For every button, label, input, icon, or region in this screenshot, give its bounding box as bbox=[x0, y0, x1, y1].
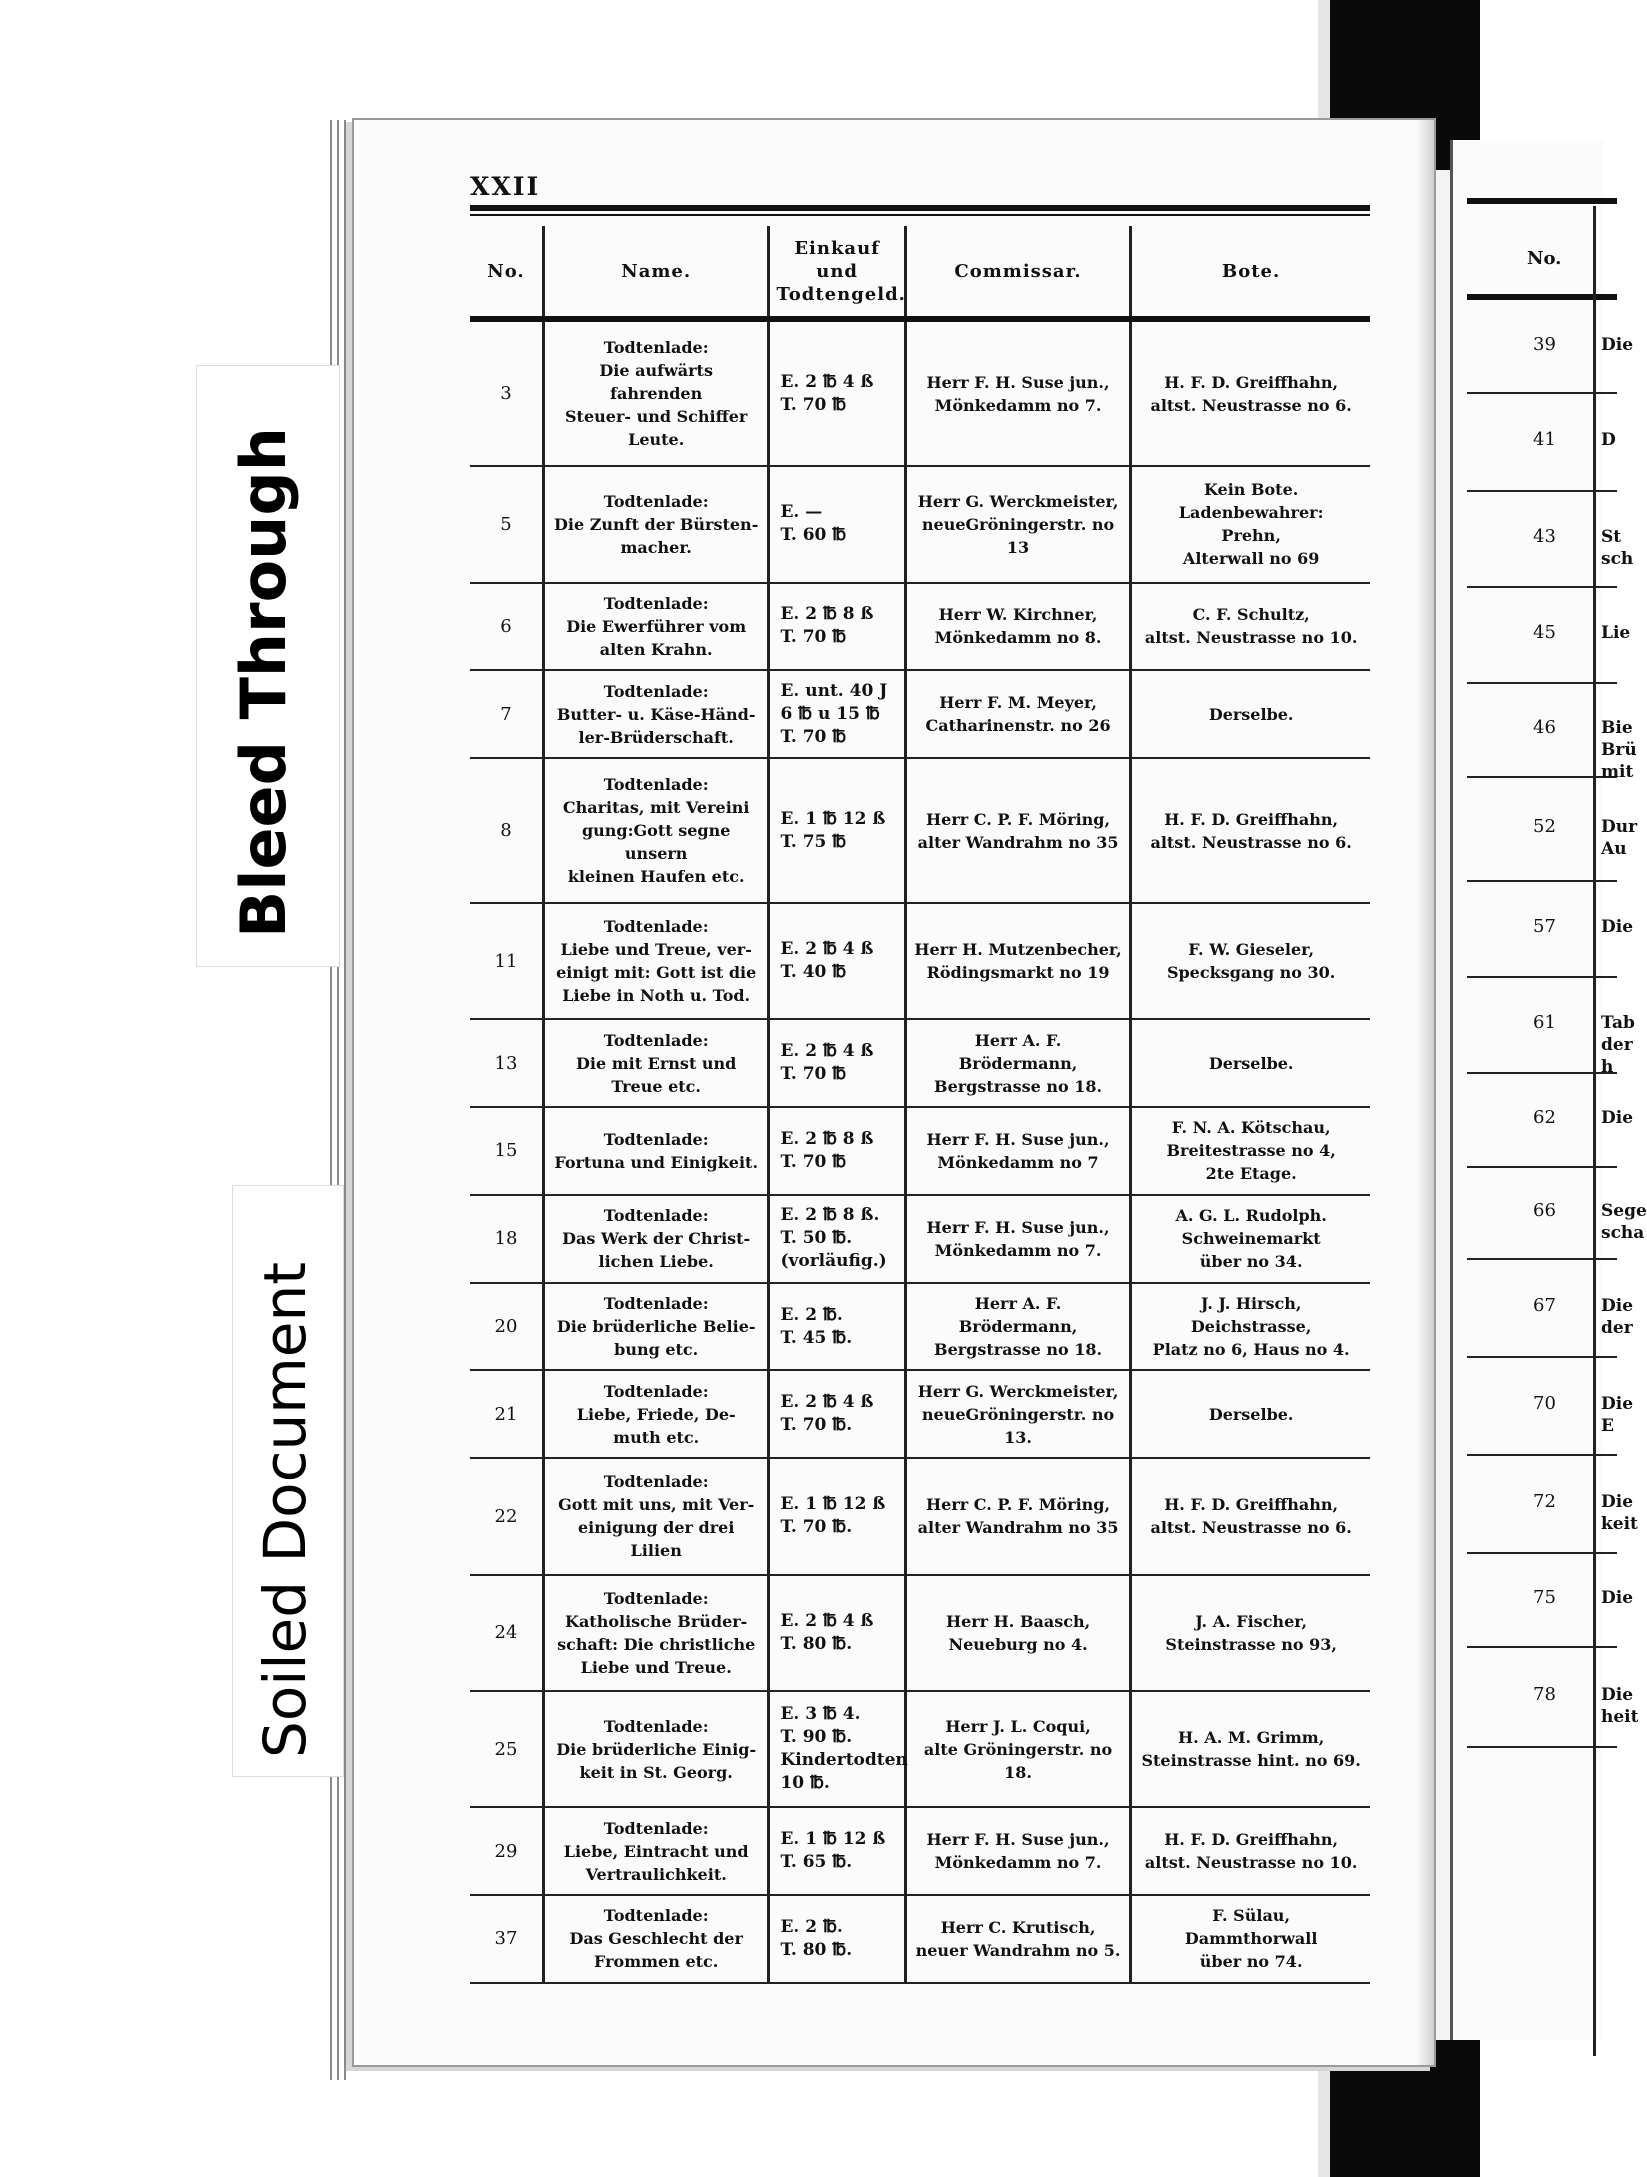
row-number: 29 bbox=[470, 1807, 543, 1895]
row-commissar: Herr G. Werckmeister, neueGröningerstr. no 13 bbox=[905, 466, 1131, 582]
table-row bbox=[470, 1458, 1370, 1574]
row-bote: C. F. Schultz, altst. Neustrasse no 10. bbox=[1131, 583, 1370, 671]
row-bote: H. A. M. Grimm, Steinstrasse hint. no 69. bbox=[1131, 1691, 1370, 1807]
row-number: 22 bbox=[470, 1458, 543, 1574]
table-row bbox=[470, 903, 1370, 1019]
header-bote: Bote. bbox=[1131, 226, 1370, 319]
next-row-number: 66 bbox=[1533, 1200, 1556, 1221]
table-row bbox=[470, 466, 1370, 582]
next-row-name-fragment: Die bbox=[1601, 1108, 1634, 1128]
row-fee: E. 2 ℔ 4 ß T. 40 ℔ bbox=[769, 903, 905, 1019]
row-fee: E. 2 ℔. T. 45 ℔. bbox=[769, 1283, 905, 1371]
row-commissar: Herr F. H. Suse jun., Mönkedamm no 7. bbox=[905, 1195, 1131, 1283]
table-row bbox=[470, 758, 1370, 903]
row-bote: H. F. D. Greiffhahn, altst. Neustrasse no 6. bbox=[1131, 1458, 1370, 1574]
row-commissar: Herr F. H. Suse jun., Mönkedamm no 7 bbox=[905, 1107, 1131, 1195]
row-number: 18 bbox=[470, 1195, 543, 1283]
soiled-document-label-card bbox=[232, 1185, 344, 1777]
row-fee: E. 1 ℔ 12 ß T. 65 ℔. bbox=[769, 1807, 905, 1895]
row-commissar: Herr J. L. Coqui, alte Gröningerstr. no 18. bbox=[905, 1691, 1131, 1807]
ledger-header bbox=[470, 226, 1370, 319]
row-number: 13 bbox=[470, 1019, 543, 1107]
row-fee: E. 2 ℔ 4 ß T. 70 ℔ bbox=[769, 319, 905, 466]
next-row-number: 61 bbox=[1533, 1012, 1556, 1033]
next-row-number: 62 bbox=[1533, 1107, 1556, 1128]
soiled-document-label: Soiled Document bbox=[251, 1262, 319, 1758]
next-page-row bbox=[1467, 1356, 1634, 1456]
next-page-row bbox=[1467, 490, 1634, 588]
next-row-number: 70 bbox=[1533, 1393, 1556, 1414]
row-name: Todtenlade: Katholische Brüder- schaft: Die christliche Liebe und Treue. bbox=[543, 1575, 769, 1691]
table-row bbox=[470, 583, 1370, 671]
table-row bbox=[470, 1691, 1370, 1807]
next-row-name-fragment: Bie Brü mit bbox=[1601, 718, 1637, 782]
row-commissar: Herr A. F. Brödermann, Bergstrasse no 18. bbox=[905, 1019, 1131, 1107]
row-bote: Kein Bote. Ladenbewahrer: Prehn, Alterwall no 69 bbox=[1131, 466, 1370, 582]
next-page-row bbox=[1467, 976, 1635, 1077]
row-bote: F. W. Gieseler, Specksgang no 30. bbox=[1131, 903, 1370, 1019]
table-row bbox=[470, 1370, 1370, 1458]
row-number: 25 bbox=[470, 1691, 543, 1807]
row-number: 8 bbox=[470, 758, 543, 903]
next-row-name-fragment: Die bbox=[1601, 335, 1634, 355]
right-page-fragment bbox=[1450, 140, 1647, 2040]
table-row bbox=[470, 1575, 1370, 1691]
row-bote: H. F. D. Greiffhahn, altst. Neustrasse no 6. bbox=[1131, 758, 1370, 903]
next-page-row bbox=[1467, 776, 1638, 882]
row-name: Todtenlade: Das Geschlecht der Frommen etc. bbox=[543, 1895, 769, 1983]
row-bote: Derselbe. bbox=[1131, 1370, 1370, 1458]
row-number: 11 bbox=[470, 903, 543, 1019]
row-fee: E. 3 ℔ 4. T. 90 ℔. Kindertodten 10 ℔. bbox=[769, 1691, 905, 1807]
row-name: Todtenlade: Die Zunft der Bürsten- macher. bbox=[543, 466, 769, 582]
next-page-row bbox=[1467, 1258, 1634, 1358]
ledger-table bbox=[470, 226, 1370, 1984]
next-row-name-fragment: Die bbox=[1601, 1588, 1634, 1608]
table-row bbox=[470, 670, 1370, 758]
next-row-name-fragment: Die keit bbox=[1601, 1492, 1638, 1534]
bleed-through-label: Bleed Through bbox=[227, 427, 300, 938]
next-row-number: 45 bbox=[1533, 622, 1556, 643]
row-number: 37 bbox=[470, 1895, 543, 1983]
next-row-number: 75 bbox=[1533, 1587, 1556, 1608]
bleed-through-label-card bbox=[196, 365, 340, 967]
row-number: 24 bbox=[470, 1575, 543, 1691]
next-row-name-fragment: St sch bbox=[1601, 527, 1634, 569]
next-row-name-fragment: Die heit bbox=[1601, 1685, 1639, 1727]
row-fee: E. 2 ℔ 8 ß T. 70 ℔ bbox=[769, 583, 905, 671]
ledger-body bbox=[470, 319, 1370, 1983]
next-page-row bbox=[1467, 682, 1637, 782]
row-bote: A. G. L. Rudolph. Schweinemarkt über no 34. bbox=[1131, 1195, 1370, 1283]
row-bote: F. N. A. Kötschau, Breitestrasse no 4, 2te Etage. bbox=[1131, 1107, 1370, 1195]
row-fee: E. 2 ℔ 8 ß T. 70 ℔ bbox=[769, 1107, 905, 1195]
next-page-row bbox=[1467, 1072, 1634, 1168]
row-commissar: Herr A. F. Brödermann, Bergstrasse no 18. bbox=[905, 1283, 1131, 1371]
row-name: Todtenlade: Die mit Ernst und Treue etc. bbox=[543, 1019, 769, 1107]
row-bote: J. J. Hirsch, Deichstrasse, Platz no 6, Haus no 4. bbox=[1131, 1283, 1370, 1371]
row-bote: Derselbe. bbox=[1131, 670, 1370, 758]
row-name: Todtenlade: Die brüderliche Einig- keit in St. Georg. bbox=[543, 1691, 769, 1807]
row-name: Todtenlade: Die aufwärts fahrenden Steuer- und Schiffer Leute. bbox=[543, 319, 769, 466]
row-number: 20 bbox=[470, 1283, 543, 1371]
header-no: No. bbox=[470, 226, 543, 319]
next-row-number: 72 bbox=[1533, 1491, 1556, 1512]
row-commissar: Herr F. H. Suse jun., Mönkedamm no 7. bbox=[905, 1807, 1131, 1895]
next-page-row bbox=[1467, 880, 1634, 978]
next-row-name-fragment: Die der bbox=[1601, 1296, 1634, 1338]
table-row bbox=[470, 1107, 1370, 1195]
row-commissar: Herr W. Kirchner, Mönkedamm no 8. bbox=[905, 583, 1131, 671]
next-page-row bbox=[1467, 300, 1634, 394]
row-name: Todtenlade: Liebe und Treue, ver- einigt mit: Gott ist die Liebe in Noth u. Tod. bbox=[543, 903, 769, 1019]
table-row bbox=[470, 319, 1370, 466]
next-row-name-fragment: Lie bbox=[1601, 623, 1631, 643]
row-commissar: Herr F. H. Suse jun., Mönkedamm no 7. bbox=[905, 319, 1131, 466]
row-commissar: Herr C. Krutisch, neuer Wandrahm no 5. bbox=[905, 1895, 1131, 1983]
row-fee: E. 2 ℔ 4 ß T. 70 ℔. bbox=[769, 1370, 905, 1458]
next-row-number: 41 bbox=[1533, 429, 1556, 450]
row-name: Todtenlade: Das Werk der Christ- lichen Liebe. bbox=[543, 1195, 769, 1283]
next-row-name-fragment: D bbox=[1601, 430, 1616, 450]
page-stack-edge bbox=[344, 120, 346, 2080]
row-fee: E. unt. 40 J 6 ℔ u 15 ℔ T. 70 ℔ bbox=[769, 670, 905, 758]
row-name: Todtenlade: Butter- u. Käse-Händ- ler-Brüderschaft. bbox=[543, 670, 769, 758]
next-page-row bbox=[1467, 392, 1617, 492]
row-fee: E. 2 ℔ 8 ß. T. 50 ℔. (vorläufig.) bbox=[769, 1195, 905, 1283]
next-page-row bbox=[1467, 586, 1631, 684]
header-rule-thin bbox=[470, 214, 1370, 216]
row-fee: E. 1 ℔ 12 ß T. 70 ℔. bbox=[769, 1458, 905, 1574]
row-commissar: Herr F. M. Meyer, Catharinenstr. no 26 bbox=[905, 670, 1131, 758]
row-number: 5 bbox=[470, 466, 543, 582]
table-row bbox=[470, 1895, 1370, 1983]
next-row-number: 67 bbox=[1533, 1295, 1556, 1316]
next-header-no: No. bbox=[1527, 248, 1562, 269]
next-row-number: 46 bbox=[1533, 717, 1556, 738]
header-name: Name. bbox=[543, 226, 769, 319]
table-row bbox=[470, 1807, 1370, 1895]
next-row-name-fragment: Tab der h bbox=[1601, 1013, 1635, 1077]
page-number: XXII bbox=[470, 172, 541, 201]
next-row-number: 78 bbox=[1533, 1684, 1556, 1705]
next-row-name-fragment: Sege scha bbox=[1601, 1201, 1647, 1243]
row-number: 7 bbox=[470, 670, 543, 758]
next-row-number: 52 bbox=[1533, 816, 1556, 837]
row-commissar: Herr C. P. F. Möring, alter Wandrahm no 35 bbox=[905, 1458, 1131, 1574]
row-name: Todtenlade: Die Ewerführer vom alten Krahn. bbox=[543, 583, 769, 671]
table-row bbox=[470, 1195, 1370, 1283]
row-commissar: Herr C. P. F. Möring, alter Wandrahm no 35 bbox=[905, 758, 1131, 903]
row-name: Todtenlade: Gott mit uns, mit Ver- einigung der drei Lilien bbox=[543, 1458, 769, 1574]
next-page-row bbox=[1467, 1454, 1638, 1554]
header-fee: Einkauf und Todtengeld. bbox=[769, 226, 905, 319]
row-bote: H. F. D. Greiffhahn, altst. Neustrasse no 6. bbox=[1131, 319, 1370, 466]
row-bote: J. A. Fischer, Steinstrasse no 93, bbox=[1131, 1575, 1370, 1691]
table-row bbox=[470, 1019, 1370, 1107]
row-bote: F. Sülau, Dammthorwall über no 74. bbox=[1131, 1895, 1370, 1983]
row-number: 6 bbox=[470, 583, 543, 671]
next-page-row bbox=[1467, 1646, 1639, 1748]
next-row-number: 39 bbox=[1533, 334, 1556, 355]
row-name: Todtenlade: Fortuna und Einigkeit. bbox=[543, 1107, 769, 1195]
row-commissar: Herr H. Baasch, Neueburg no 4. bbox=[905, 1575, 1131, 1691]
row-number: 3 bbox=[470, 319, 543, 466]
next-row-name-fragment: Dur Au bbox=[1601, 817, 1638, 859]
table-row bbox=[470, 1283, 1370, 1371]
row-name: Todtenlade: Charitas, mit Vereini gung:Gott segne unsern kleinen Haufen etc. bbox=[543, 758, 769, 903]
row-number: 21 bbox=[470, 1370, 543, 1458]
next-row-name-fragment: Die bbox=[1601, 917, 1634, 937]
row-fee: E. 1 ℔ 12 ß T. 75 ℔ bbox=[769, 758, 905, 903]
row-name: Todtenlade: Die brüderliche Belie- bung etc. bbox=[543, 1283, 769, 1371]
row-fee: E. 2 ℔ 4 ß T. 70 ℔ bbox=[769, 1019, 905, 1107]
row-bote: H. F. D. Greiffhahn, altst. Neustrasse no 10. bbox=[1131, 1807, 1370, 1895]
row-name: Todtenlade: Liebe, Friede, De- muth etc. bbox=[543, 1370, 769, 1458]
next-page-row bbox=[1467, 1166, 1647, 1260]
next-row-number: 43 bbox=[1533, 526, 1556, 547]
row-fee: E. 2 ℔ 4 ß T. 80 ℔. bbox=[769, 1575, 905, 1691]
row-commissar: Herr H. Mutzenbecher, Rödingsmarkt no 19 bbox=[905, 903, 1131, 1019]
row-bote: Derselbe. bbox=[1131, 1019, 1370, 1107]
row-commissar: Herr G. Werckmeister, neueGröningerstr. no 13. bbox=[905, 1370, 1131, 1458]
next-header-rule bbox=[1467, 198, 1617, 204]
row-fee: E. 2 ℔. T. 80 ℔. bbox=[769, 1895, 905, 1983]
header-rule-thick bbox=[470, 205, 1370, 211]
next-row-number: 57 bbox=[1533, 916, 1556, 937]
row-name: Todtenlade: Liebe, Eintracht und Vertraulichkeit. bbox=[543, 1807, 769, 1895]
row-number: 15 bbox=[470, 1107, 543, 1195]
page-gutter-shade bbox=[1416, 120, 1434, 2065]
row-fee: E. — T. 60 ℔ bbox=[769, 466, 905, 582]
header-commissar: Commissar. bbox=[905, 226, 1131, 319]
next-row-name-fragment: Die E bbox=[1601, 1394, 1634, 1436]
next-page-row bbox=[1467, 1552, 1634, 1648]
